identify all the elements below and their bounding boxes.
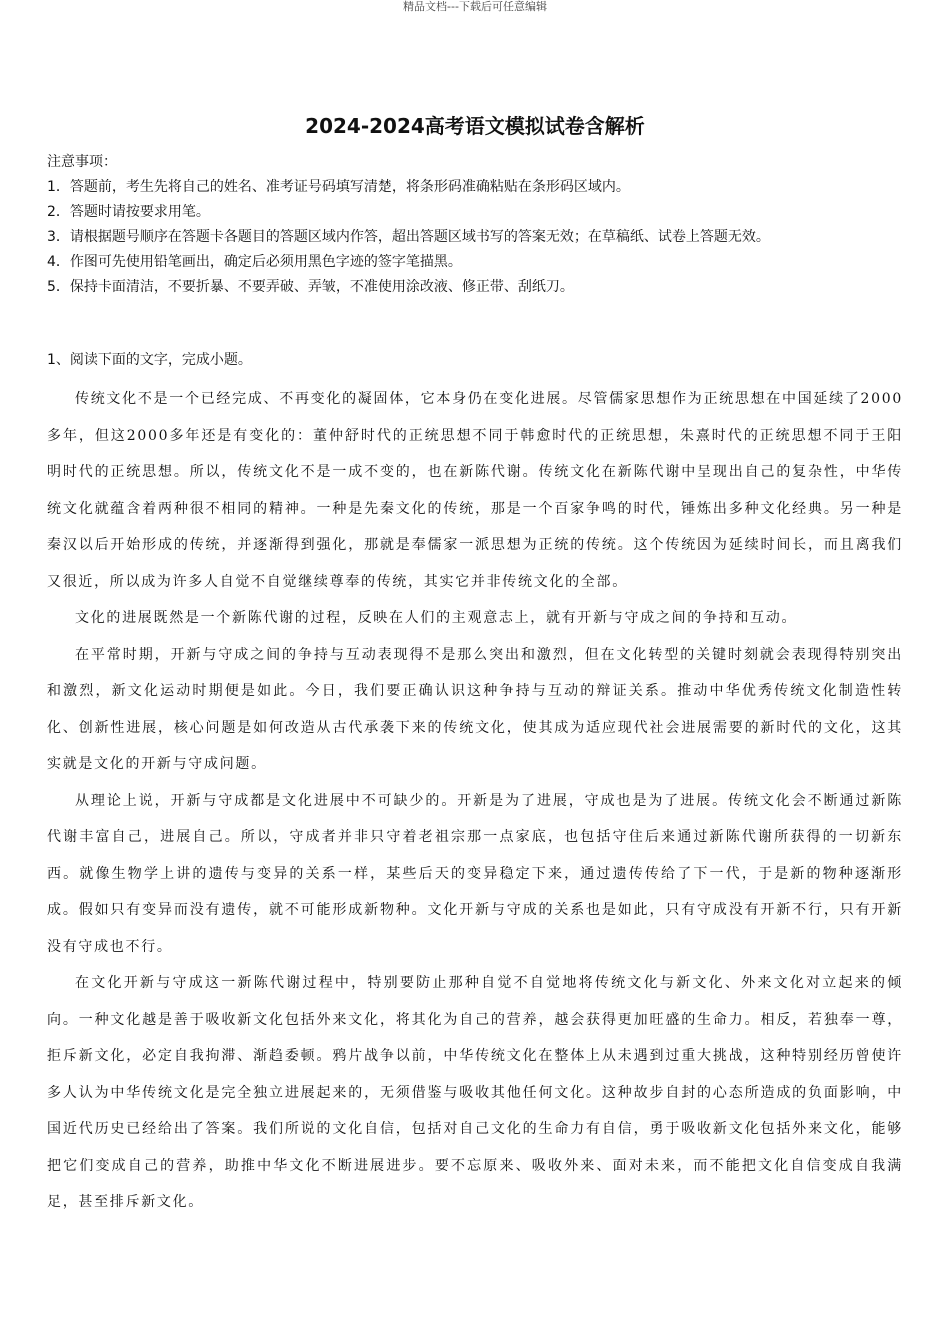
notice-section <box>47 150 917 300</box>
passage-paragraph: 在平常时期，开新与守成之间的争持与互动表现得不是那么突出和激烈，但在文化转型的关键时刻就会表现得特别突出和激烈，新文化运动时期便是如此。今日，我们要正确认识这种争持与互动的辩证关系。推动中华优秀传统文化制造性转化、创新性进展，核心问题是如何改造从古代承袭下来的传统文化，使其成为适应现代社会进展需要的新时代的文化，这其实就是文化的开新与守成问题。 <box>47 646 903 772</box>
notice-item: 3．请根据题号顺序在答题卡各题目的答题区域内作答，超出答题区域书写的答案无效；在草稿纸、试卷上答题无效。 <box>47 229 770 245</box>
notice-item: 1．答题前，考生先将自己的姓名、准考证号码填写清楚，将条形码准确粘贴在条形码区域内。 <box>47 179 630 195</box>
passage-paragraph: 传统文化不是一个已经完成、不再变化的凝固体，它本身仍在变化进展。尽管儒家思想作为正统思想在中国延续了2000多年，但这2000多年还是有变化的：董仲舒时代的正统思想不同于韩愈时代的正统思想，朱熹时代的正统思想不同于王阳明时代的正统思想。所以，传统文化不是一成不变的，也在新陈代谢。传统文化在新陈代谢中呈现出自己的复杂性，中华传统文化就蕴含着两种很不相同的精神。一种是先秦文化的传统，那是一个百家争鸣的时代，锤炼出多种文化经典。另一种是秦汉以后开始形成的传统，并逐渐得到强化，那就是奉儒家一派思想为正统的传统。这个传统因为延续时间长，而且离我们又很近，所以成为许多人自觉不自觉继续尊奉的传统，其实它并非传统文化的全部。 <box>47 391 903 590</box>
notice-item: 2．答题时请按要求用笔。 <box>47 204 210 220</box>
page-watermark: 精品文档---下载后可任意编辑 <box>403 0 547 13</box>
passage-paragraph: 在文化开新与守成这一新陈代谢过程中，特别要防止那种自觉不自觉地将传统文化与新文化、外来文化对立起来的倾向。一种文化越是善于吸收新文化包括外来文化，将其化为自己的营养，越会获得更加旺盛的生命力。相反，若独奉一尊，拒斥新文化，必定自我拘滞、渐趋委顿。鸦片战争以前，中华传统文化在整体上从未遇到过重大挑战，这种特别经历曾使许多人认为中华传统文化是完全独立进展起来的，无须借鉴与吸收其他任何文化。这种故步自封的心态所造成的负面影响，中国近代历史已经给出了答案。我们所说的文化自信，包括对自己文化的生命力有自信，勇于吸收新文化包括外来文化，能够把它们变成自己的营养，助推中华文化不断进展进步。要不忘原来、吸收外来、面对未来，而不能把文化自信变成自我满足，甚至排斥新文化。 <box>47 975 903 1210</box>
notice-item: 5．保持卡面清洁，不要折暴、不要弄破、弄皱，不准使用涂改液、修正带、刮纸刀。 <box>47 279 574 295</box>
passage-paragraph: 文化的进展既然是一个新陈代谢的过程，反映在人们的主观意志上，就有开新与守成之间的争持和互动。 <box>75 610 798 626</box>
page-title: 2024-2024高考语文模拟试卷含解析 <box>305 114 645 138</box>
question-prompt: 1、阅读下面的文字，完成小题。 <box>47 352 252 368</box>
notice-heading: 注意事项： <box>47 154 117 170</box>
reading-passage <box>47 381 903 1221</box>
passage-paragraph: 从理论上说，开新与守成都是文化进展中不可缺少的。开新是为了进展，守成也是为了进展。传统文化会不断通过新陈代谢丰富自己，进展自己。所以，守成者并非只守着老祖宗那一点家底，也包括守住后来通过新陈代谢所获得的一切新东西。就像生物学上讲的遗传与变异的关系一样，某些后天的变异稳定下来，通过遗传传给了下一代，于是新的物种逐渐形成。假如只有变异而没有遗传，就不可能形成新物种。文化开新与守成的关系也是如此，只有守成没有开新不行，只有开新没有守成也不行。 <box>47 792 903 955</box>
notice-item: 4．作图可先使用铅笔画出，确定后必须用黑色字迹的签字笔描黑。 <box>47 254 462 270</box>
